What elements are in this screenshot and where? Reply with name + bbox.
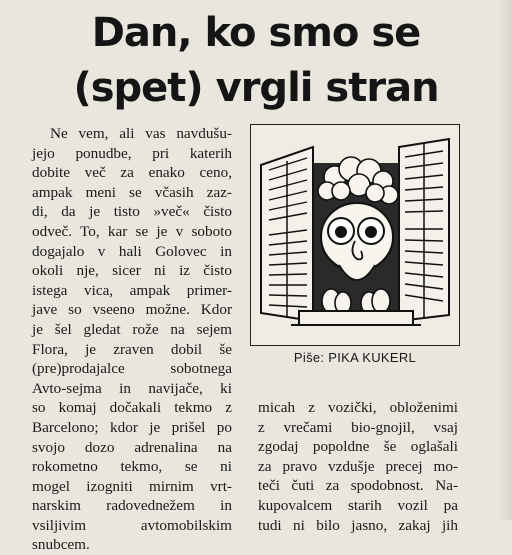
cartoon-window-with-face-icon (251, 125, 459, 345)
text-line: Flora, je zraven dobil še (32, 340, 232, 358)
headline-line-2: (spet) vrgli stran (73, 65, 439, 111)
left-paragraph (32, 124, 232, 555)
illustration-frame (250, 124, 460, 346)
text-line: istega vica, ampak primer- (32, 281, 232, 299)
text-line: mogel izogniti mirnim vrt- (32, 477, 232, 495)
text-line: jejo ponudbe, pri katerih (32, 144, 232, 162)
right-column (258, 398, 458, 535)
text-line: jave so vseeno možne. Kdor (32, 301, 232, 319)
text-line: (pre)prodajalce sobotnega (32, 360, 232, 378)
text-line: narskim radovednežem in (32, 497, 232, 515)
text-line: ampak meni se včasih zaz- (32, 183, 232, 201)
text-line: tudi ni bilo jasno, zakaj jih (258, 516, 458, 534)
text-line: Ne vem, ali vas navdušu- (50, 125, 232, 142)
text-line: rokometno tekmo, se ni (32, 458, 232, 476)
text-line: je šel gledat rože na sejem (32, 320, 232, 338)
headline-line-1: Dan, ko smo se (91, 10, 421, 56)
text-line: micah z vozički, obloženimi (258, 399, 458, 416)
text-line: dobite več za enako ceno, (32, 164, 232, 182)
text-line: kupovalcem starih vozil pa (258, 496, 458, 514)
text-line: so komaj dočakali tekmo z (32, 399, 232, 417)
text-line: svojo dozo adrenalina na (32, 438, 232, 456)
text-line: teči čuti za spodobnost. Na- (258, 477, 458, 495)
text-line: Barcelono; kdor je prišel po (32, 418, 232, 436)
text-line: vsiljivim avtomobilskim (32, 516, 232, 534)
text-line: odveč. To, kar se je v soboto (32, 222, 232, 240)
text-line: zgodaj popoldne še oglašali (258, 438, 458, 456)
text-line: snubcem. (32, 536, 90, 554)
left-column (32, 124, 232, 555)
headline (0, 6, 512, 116)
text-line: dogajalo v hali Golovec in (32, 242, 232, 260)
text-line: z vrečami bio-gnojil, vsaj (258, 418, 458, 436)
byline-caption: Piše: PIKA KUKERL (293, 350, 417, 365)
page-edge-shadow (498, 0, 512, 520)
right-paragraph (258, 398, 458, 535)
text-line: di, da je tisto »več« čisto (32, 203, 232, 221)
text-line: okoli nje, sicer ni iz čisto (32, 262, 232, 280)
text-line: Avto-sejma in navijače, ki (32, 379, 232, 397)
text-line: za pravo vzdušje precej mo- (258, 457, 458, 475)
